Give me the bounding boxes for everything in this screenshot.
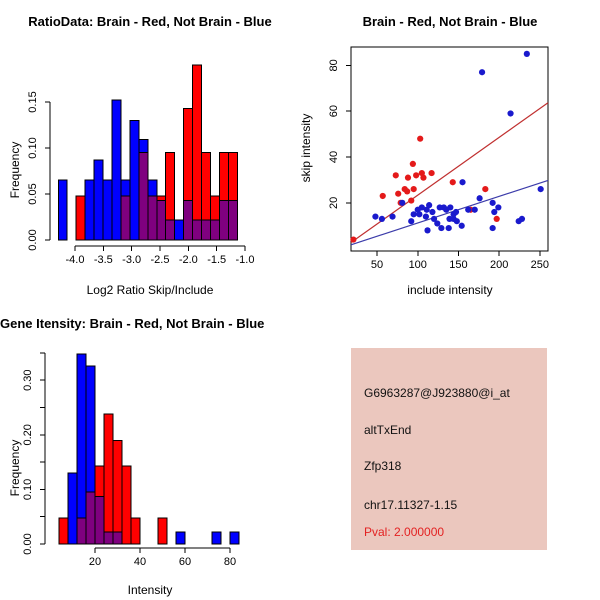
gene-info-box bbox=[351, 348, 547, 550]
x-tick-label: 60 bbox=[178, 556, 192, 568]
hist-bar-blue bbox=[148, 180, 157, 196]
scatter-point-blue bbox=[438, 225, 444, 231]
ratio-histogram-plot bbox=[0, 0, 300, 300]
pval-text: Pval: 2.000000 bbox=[364, 525, 445, 539]
scatter-point-blue bbox=[507, 110, 513, 116]
scatter-point-blue bbox=[446, 225, 452, 231]
scatter-point-blue bbox=[453, 209, 459, 215]
scatter-point-blue bbox=[519, 216, 525, 222]
scatter-title: Brain - Red, Not Brain - Blue bbox=[362, 14, 538, 29]
hist-bar-red bbox=[76, 196, 85, 240]
hist-bar-overlap bbox=[202, 220, 211, 240]
ratio-histogram-title: RatioData: Brain - Red, Not Brain - Blue bbox=[28, 14, 272, 29]
hist-bar-overlap bbox=[77, 518, 86, 544]
y-tick-label: 40 bbox=[328, 150, 340, 164]
scatter-point-red bbox=[413, 172, 419, 178]
hist-bar-overlap bbox=[184, 200, 193, 240]
x-tick-label: 80 bbox=[223, 556, 237, 568]
hist-bar-overlap bbox=[228, 200, 237, 240]
event-type-text: altTxEnd bbox=[364, 423, 412, 437]
hist-bar-blue bbox=[58, 180, 67, 240]
y-tick-label: 0.20 bbox=[22, 424, 34, 446]
hist-bar-blue bbox=[77, 354, 86, 518]
scatter-point-blue bbox=[477, 195, 483, 201]
y-tick-label: 20 bbox=[328, 196, 340, 209]
intensity-scatter-plot bbox=[300, 0, 600, 300]
probe-id-text: G6963287@J923880@i_at bbox=[364, 386, 510, 400]
hist-bar-blue bbox=[103, 180, 112, 240]
scatter-point-red bbox=[395, 191, 401, 197]
scatter-point-blue bbox=[490, 200, 496, 206]
y-tick-label: 0.00 bbox=[22, 533, 34, 555]
hist-bar-blue bbox=[230, 532, 239, 544]
y-tick-label: 60 bbox=[328, 105, 340, 118]
ratio-histogram-xlabel: Log2 Ratio Skip/Include bbox=[86, 283, 214, 297]
scatter-point-blue bbox=[447, 204, 453, 210]
hist-bar-overlap bbox=[157, 200, 166, 240]
location-text: chr17.11327-1.15 bbox=[364, 498, 458, 512]
x-tick-label: -3.5 bbox=[93, 254, 113, 266]
scatter-point-blue bbox=[524, 51, 530, 57]
hist-bar-blue bbox=[94, 160, 103, 240]
x-tick-label: 200 bbox=[489, 259, 509, 271]
hist-bar-blue bbox=[68, 473, 77, 544]
hist-bar-red bbox=[210, 196, 219, 220]
hist-bar-red bbox=[219, 153, 228, 201]
scatter-point-red bbox=[417, 136, 423, 142]
x-tick-label: -2.0 bbox=[178, 254, 198, 266]
regression-line-not-brain-fit bbox=[351, 180, 548, 244]
scatter-point-red bbox=[411, 186, 417, 192]
hist-bar-blue bbox=[175, 220, 184, 240]
y-tick-label: 0.10 bbox=[22, 478, 34, 501]
x-tick-label: 50 bbox=[370, 259, 384, 271]
hist-bar-red bbox=[104, 414, 113, 532]
y-tick-label: 80 bbox=[328, 59, 340, 72]
scatter-point-blue bbox=[454, 218, 460, 224]
scatter-point-blue bbox=[465, 207, 471, 213]
hist-bar-overlap bbox=[95, 496, 104, 544]
scatter-point-blue bbox=[416, 211, 422, 217]
hist-bar-blue bbox=[139, 140, 148, 153]
scatter-point-blue bbox=[372, 214, 378, 220]
gene-info-panel bbox=[300, 300, 600, 600]
scatter-point-blue bbox=[459, 179, 465, 185]
scatter-point-red bbox=[482, 186, 488, 192]
hist-bar-overlap bbox=[166, 220, 175, 240]
hist-bar-blue bbox=[130, 120, 139, 240]
hist-bar-overlap bbox=[104, 532, 113, 544]
hist-bar-red bbox=[131, 518, 140, 544]
scatter-point-blue bbox=[479, 69, 485, 75]
x-tick-label: 20 bbox=[88, 556, 102, 568]
x-tick-label: -1.0 bbox=[235, 254, 255, 266]
scatter-point-blue bbox=[426, 202, 432, 208]
x-tick-label: 40 bbox=[133, 556, 147, 568]
scatter-point-red bbox=[494, 216, 500, 222]
y-tick-label: 0.15 bbox=[27, 91, 39, 113]
gene-name-text: Zfp318 bbox=[364, 459, 402, 473]
scatter-point-red bbox=[405, 175, 411, 181]
scatter-point-red bbox=[408, 197, 414, 203]
gene-intensity-histogram-panel bbox=[0, 300, 300, 600]
gene-histogram-title: Gene Itensity: Brain - Red, Not Brain - Blue bbox=[0, 316, 265, 331]
scatter-point-blue bbox=[538, 186, 544, 192]
hist-bar-red bbox=[228, 153, 237, 201]
scatter-point-blue bbox=[408, 218, 414, 224]
x-tick-label: 150 bbox=[449, 259, 468, 271]
gene-intensity-histogram-plot bbox=[0, 300, 300, 600]
scatter-point-red bbox=[410, 161, 416, 167]
hist-bar-overlap bbox=[210, 220, 219, 240]
x-tick-label: -3.0 bbox=[122, 254, 142, 266]
scatter-point-blue bbox=[424, 227, 430, 233]
y-tick-label: 0.30 bbox=[22, 369, 34, 391]
scatter-point-blue bbox=[429, 209, 435, 215]
hist-bar-red bbox=[202, 153, 211, 220]
hist-bar-overlap bbox=[148, 196, 157, 240]
scatter-ylabel: skip intensity bbox=[299, 113, 313, 183]
hist-bar-overlap bbox=[193, 220, 202, 240]
hist-bar-red bbox=[166, 153, 175, 220]
hist-bar-red bbox=[113, 440, 122, 532]
scatter-point-red bbox=[428, 170, 434, 176]
scatter-point-blue bbox=[379, 216, 385, 222]
gene-histogram-xlabel: Intensity bbox=[127, 583, 173, 597]
scatter-point-blue bbox=[459, 223, 465, 229]
scatter-point-blue bbox=[472, 207, 478, 213]
x-tick-label: -2.5 bbox=[150, 254, 170, 266]
scatter-point-blue bbox=[389, 214, 395, 220]
hist-bar-blue bbox=[86, 366, 95, 492]
hist-bar-overlap bbox=[86, 492, 95, 544]
gene-histogram-ylabel: Frequency bbox=[8, 439, 22, 497]
scatter-point-blue bbox=[490, 225, 496, 231]
hist-bar-overlap bbox=[139, 153, 148, 240]
scatter-point-red bbox=[420, 175, 426, 181]
scatter-point-blue bbox=[399, 200, 405, 206]
hist-bar-blue bbox=[212, 532, 221, 544]
hist-bar-red bbox=[95, 466, 104, 497]
y-tick-label: 0.10 bbox=[27, 137, 39, 159]
hist-bar-overlap bbox=[113, 532, 122, 544]
x-tick-label: -1.5 bbox=[207, 254, 227, 266]
hist-bar-blue bbox=[85, 180, 94, 240]
hist-bar-overlap bbox=[121, 196, 130, 240]
hist-bar-blue bbox=[176, 532, 185, 544]
scatter-point-blue bbox=[495, 204, 501, 210]
x-tick-label: 250 bbox=[530, 259, 550, 271]
scatter-point-red bbox=[393, 172, 399, 178]
hist-bar-blue bbox=[121, 180, 130, 196]
scatter-point-red bbox=[380, 193, 386, 199]
hist-bar-red bbox=[157, 196, 166, 201]
scatter-point-red bbox=[350, 236, 356, 242]
ratio-histogram-ylabel: Frequency bbox=[8, 141, 22, 199]
hist-bar-red bbox=[184, 108, 193, 200]
scatter-point-blue bbox=[423, 214, 429, 220]
x-tick-label: -4.0 bbox=[65, 254, 85, 266]
x-tick-label: 100 bbox=[408, 259, 427, 271]
hist-bar-red bbox=[193, 65, 202, 220]
hist-bar-blue bbox=[112, 100, 121, 240]
y-tick-label: 0.05 bbox=[27, 183, 39, 205]
hist-bar-red bbox=[59, 518, 68, 544]
scatter-point-red bbox=[404, 188, 410, 194]
scatter-point-red bbox=[450, 179, 456, 185]
y-tick-label: 0.00 bbox=[27, 229, 39, 251]
intensity-scatter-panel bbox=[300, 0, 600, 300]
hist-bar-red bbox=[158, 518, 167, 544]
hist-bar-red bbox=[122, 466, 131, 544]
scatter-xlabel: include intensity bbox=[407, 283, 493, 297]
ratio-histogram-panel bbox=[0, 0, 300, 300]
hist-bar-overlap bbox=[219, 200, 228, 240]
